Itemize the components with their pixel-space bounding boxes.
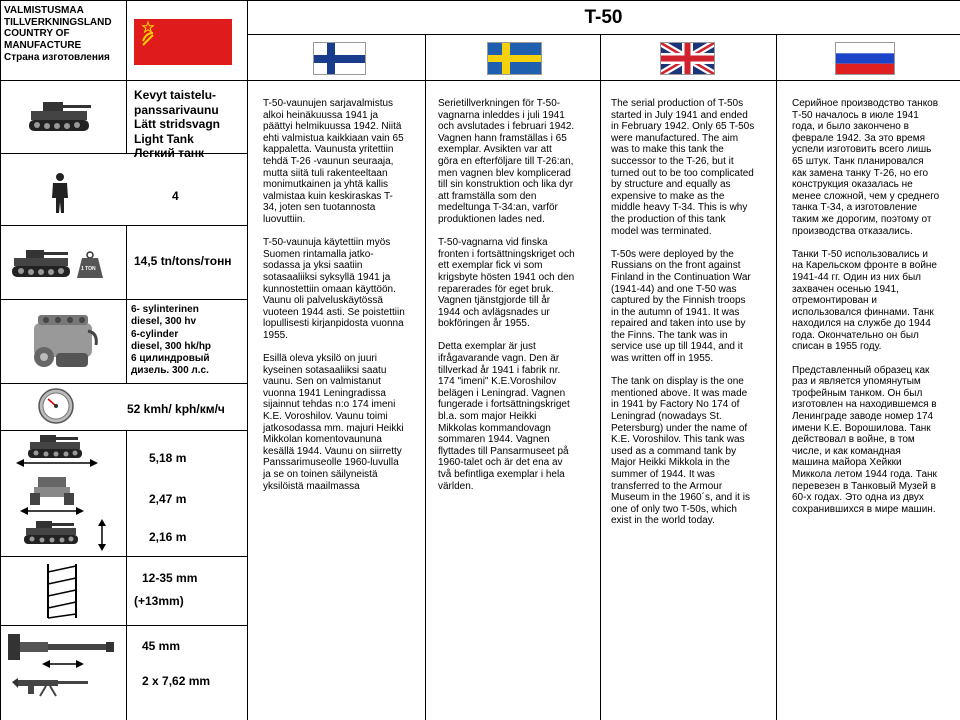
col-divider-2 (600, 34, 601, 720)
header-divider (0, 80, 960, 81)
finland-flag-icon (313, 42, 366, 75)
row-inner-sep (126, 430, 127, 556)
row-sep (0, 625, 247, 626)
spec-weight: 14,5 tn/tons/тонн (134, 254, 232, 268)
speedometer-icon (38, 388, 74, 424)
page-title: T-50 (584, 7, 623, 28)
spec-gun: 45 mm (142, 639, 181, 653)
text-swedish: Serietillverkningen för T-50- vagnarna inleddes i juli 1941 och avslutades i februari 1942. Vagnen hann framställas i 65 exemplar. Avsikten var att göra en efterföljare till T-26:an, men vagnen blev komplicerad till sin konstruktion och lika dyr att framställa som den medeltunga T-34:an, varför produktionen lades ned. T-50-vagnarna vid finska fronten i fortsättningskriget och ett exemplar fick vi som krigsbyte hösten 1941 och den reparerades för eget bruk. Vagnen tjänstgjorde till år 1944 och avlägsnades ur bokföringen år 1955. Detta exemplar är just ifrågavarande vagn. Den är tillverkad år 1941 i fabrik nr. 174 "imeni" K.E.Voroshilov belägen i Leningrad. Vagnen fungerade i fortsättningskriget bl.a. som major Heikki Mikkolas kommandovagn sommaren 1944. Vagnen flyttades till Pansarmuseet på 1960-talet och är det ena av två befintliga exemplar i hela världen. (438, 98, 575, 492)
tank-side-icon (25, 98, 95, 134)
row-sep (0, 225, 247, 226)
spec-mg: 2 x 7,62 mm (142, 674, 211, 688)
soldier-icon (48, 172, 72, 214)
armor-plate-icon (40, 562, 82, 620)
gun-icon (6, 630, 116, 714)
spec-speed: 52 kmh/ kph/км/ч (127, 402, 225, 416)
row-inner-sep (126, 556, 127, 625)
col-divider-3 (776, 34, 777, 720)
text-russian: Серийное производство танков Т-50 началось в июле 1941 года, и было закончено в феврале 1942. За это время успели изготовить всего лишь 65 штук. Танк планировался как замена танку Т-26, но его конструкция оказалась не менее сложной, чем у среднего танка Т-34, а изготовление таким же дорогим, поэтому от производства отказались. Танки Т-50 использовались и на Карельском фронте в войне 1941-44 гг. Один из них был захвачен осенью 1941, отремонтирован и использовался финнами. Танк находился на службе до 1944 года. Окончательно он был списан в 1955 году. Представленный образец как раз и является упомянутым трофейным танком. Он был изготовлен на находившемся в Ленинграде заводе номер 174 имени К.Е. Ворошилова. Танк действовал в войне, в том числе, и как командная машина майора Хейкки Миккола летом 1944 года. Танк перевезен в Танковый Музей в 60-х годах. Это одна из двух сохранившихся в мире машин. (792, 98, 940, 515)
row-sep (0, 299, 247, 300)
row-inner-sep (126, 299, 127, 383)
left-border (0, 0, 1, 720)
country-label: VALMISTUSMAA TILLVERKNINGSLAND COUNTRY OF MANUFACTURE Страна изготовления (4, 5, 112, 63)
engine-icon (26, 309, 102, 375)
row-sep (0, 556, 247, 557)
title-divider (247, 34, 960, 35)
spec-armor: 12-35 mm (142, 571, 198, 585)
text-finnish: T-50-vaunujen sarjavalmistus alkoi heinäkuussa 1941 ja päättyi helmikuussa 1942. Niitä ehti valmistua kaikkiaan vain 65 kappaletta. Vaunusta yritettiin tehdä T-26 -vaunun seuraaja, mutta siitä tuli rakenteeltaan monimutkainen ja yhtä kallis valmistaa kuin keskiraskas T- 34, joten sen tuotannosta luovuttiin. T-50-vaunuja käytettiin myös Suomen rintamalla jatko- sodassa ja yksi saatiin sotasaaliiksi syksyllä 1941 ja kunnostettiin omaan käyttöön. Vaunu oli palveluskäytössä vuoteen 1944 asti. Se poistettiin lopullisesti kirjanpidosta vuonna 1955. Esillä oleva yksilö on juuri kyseinen sotasaaliiksi saatu vaunu. Sen on valmistanut vuonna 1941 Leningradissa sijainnut tehdas n:o 174 imeni K.E. Voroshilov. Vaunu toimi jatkosodassa mm. majuri Heikki Mikkolan komentovaununa kesällä 1944. Vaunu on siirretty Panssarimuseolle 1960-luvulla ja se on toinen säilyneistä yksilöistä maailmassa (263, 98, 405, 492)
col-divider-1 (425, 34, 426, 720)
spec-height: 2,16 m (149, 530, 187, 544)
row-sep (0, 383, 247, 384)
row-inner-sep (126, 80, 127, 153)
spec-width: 2,47 m (149, 492, 187, 506)
sweden-flag-icon (487, 42, 542, 75)
spec-armor-extra: (+13mm) (134, 594, 184, 608)
spec-type: Kevyt taistelu- panssarivaunu Lätt stridsvagn Light Tank Легкий танк (134, 88, 221, 160)
row-inner-sep (126, 225, 127, 299)
tank-weight-icon (10, 246, 105, 280)
weight-badge: 1 TON (81, 266, 96, 272)
russia-flag-icon (835, 42, 895, 75)
tank-dimensions-icon (16, 433, 110, 553)
text-english: The serial production of T-50s started in July 1941 and ended in February 1942. Only 65 T-50s were manufactured. The aim was to make this tank the successor to the T-26, but it turned out to be too complicated by structure and equally as expensive to make as the middle heavy T-34. This is why the production of this tank model was terminated. T-50s were deployed by the Russians on the front against Finland in the Continuation War (1941-44) and one T-50 was captured by the Finnish troops in the autumn of 1941. It was repaired and taken into use by the Finns. The tank was in service use up till 1944, and it was written off in 1955. The tank on display is the one mentioned above. It was made in 1941 by Factory No 174 of Leningrad (nowadays St. Petersburg) under the name of K.E. Voroshilov. This tank was used as a command tank by Major Heikki Mikkola in the summer of 1944. It was transferred to the Armour Museum in the 1960´s, and it is one of only two T-50s, which exist in the world today. (611, 98, 755, 527)
spec-engine: 6- sylinterinen diesel, 300 hv 6-cylinder diesel, 300 hk/hp 6 цилиндровый дизель. 300 л.с. (131, 304, 212, 377)
country-divider (126, 0, 127, 80)
top-border (0, 0, 960, 1)
row-inner-sep (126, 625, 127, 720)
ussr-flag-icon (134, 19, 232, 65)
uk-flag-icon (660, 42, 715, 75)
left-panel-divider (247, 0, 248, 720)
spec-length: 5,18 m (149, 451, 187, 465)
row-sep (0, 430, 247, 431)
spec-crew: 4 (172, 189, 179, 203)
